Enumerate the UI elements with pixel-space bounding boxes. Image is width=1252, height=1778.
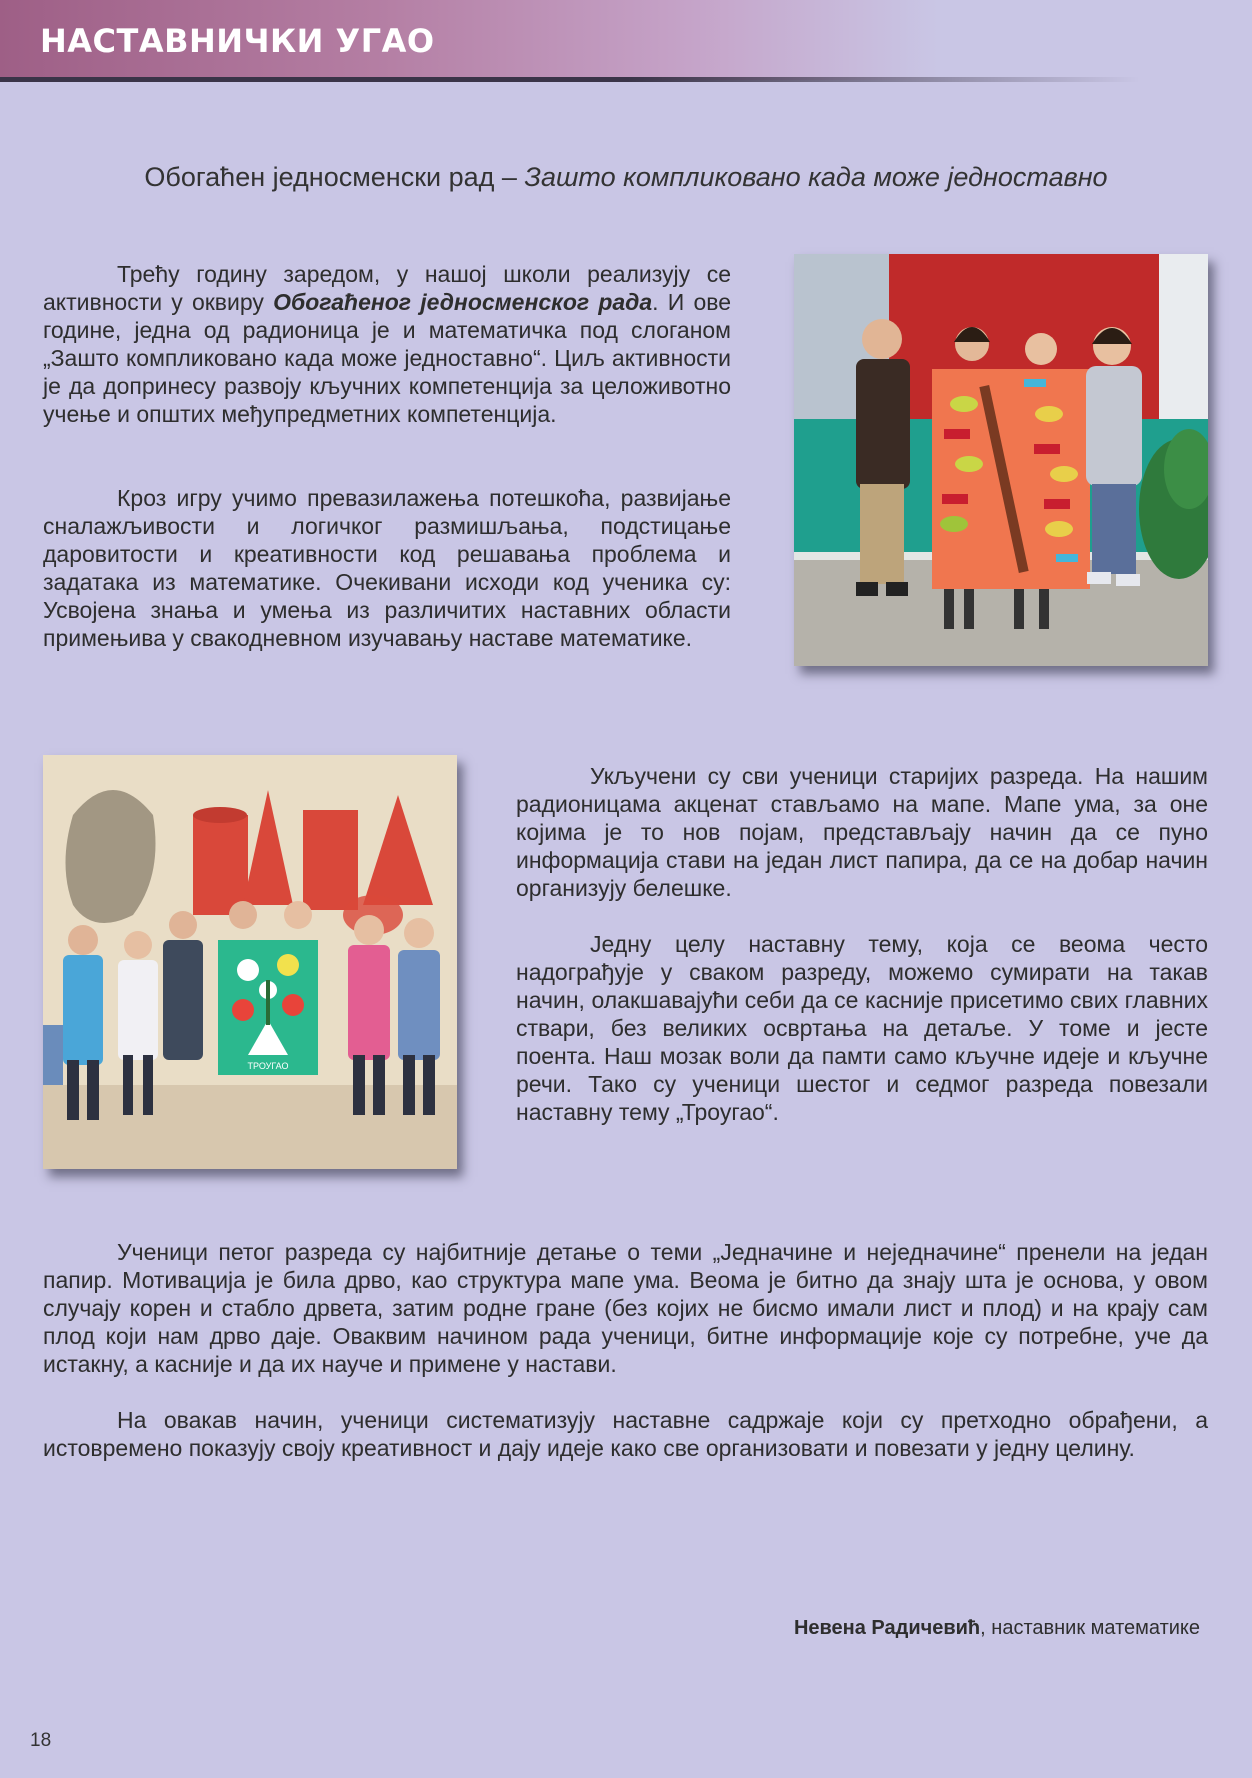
paragraph-1 — [43, 260, 731, 428]
header-divider — [0, 77, 1140, 82]
paragraph-3: Укључени су сви ученици старијих разреда. На нашим радионицама акценат стављамо на мапе. Мапе ума, за оне којима је то нов појам, представљају начин да се пуно информација стави на један лист папира, да се на добар начин организују белешке. — [516, 763, 1208, 901]
author-role: , наставник математике — [980, 1617, 1200, 1639]
paragraph-6: На овакав начин, ученици систематизују наставне садржаје који су претходно обрађени, а истовремено показују своју креативност и дају идеје како све организовати и повезати у једну целину. — [43, 1407, 1208, 1461]
section-title: НАСТАВНИЧКИ УГАО — [40, 22, 435, 60]
article-title-plain: Обогаћен једносменски рад – — [144, 162, 525, 192]
paragraph-1-emphasis: Обогаћеног једносменског рада — [273, 289, 653, 315]
poster-caption: ТРОУГАО — [247, 1061, 289, 1071]
paragraph-5: Ученици петог разреда су најбитније детање о теми „Једначине и неједначине“ пренели на један папир. Мотивација је била дрво, као структура мапе ума. Веома је битно да знају шта је основа, у овом случају корен и стабло дрвета, затим родне гране (без којих не бисмо имали лист и плод) и на крају сам плод који нам дрво даје. Оваквим начином рада ученици, битне информације које су потребне, уче да истакну, а касније и да их науче и примене у настави. — [43, 1239, 1208, 1377]
author-name: Невена Радичевић — [793, 1617, 981, 1639]
students-triangle-poster-icon — [43, 755, 457, 1169]
paragraph-1-start: Трећу годину заредом, у нашој школи реализују се активности у оквиру — [43, 261, 731, 315]
students-tree-poster-icon — [794, 254, 1208, 666]
photo-tree-poster — [794, 254, 1208, 666]
page-number: 18 — [30, 1730, 52, 1751]
article-title — [0, 162, 1252, 193]
paragraph-2: Кроз игру учимо превазилажења потешкоћа, развијање сналажљивости и логичког размишљања, подстицање даровитости и креативности код решавања проблема и задатака из математике. Очекивани исходи код ученика су: Усвојена знања и умења из различитих наставних области примењива у свакодневном изучавању наставе математике. — [43, 485, 731, 651]
paragraph-4: Једну целу наставну тему, која се веома често надограђује у сваком разреду, можемо сумирати на такав начин, олакшавајући себи да се касније присетимо свих главних ствари, без великих освртања на детаље. У томе и јесте поента. Наш мозак воли да памти само кључне идеје и кључне речи. Тако су ученици шестог и седмог разреда повезали наставну тему „Троугао“. — [516, 931, 1208, 1125]
photo-triangle-poster — [43, 755, 457, 1169]
author-signature — [794, 1617, 1200, 1640]
paragraph-1-end: . И ове године, једна од радионица је и математичка под слоганом „Зашто компликовано када може једноставно“. Циљ активности је да допринесу развоју кључних компетенција за целоживотно учење и општих међупредметних компетенција. — [43, 289, 731, 427]
article-title-italic: Зашто компликовано када може једноставно — [524, 162, 1108, 192]
